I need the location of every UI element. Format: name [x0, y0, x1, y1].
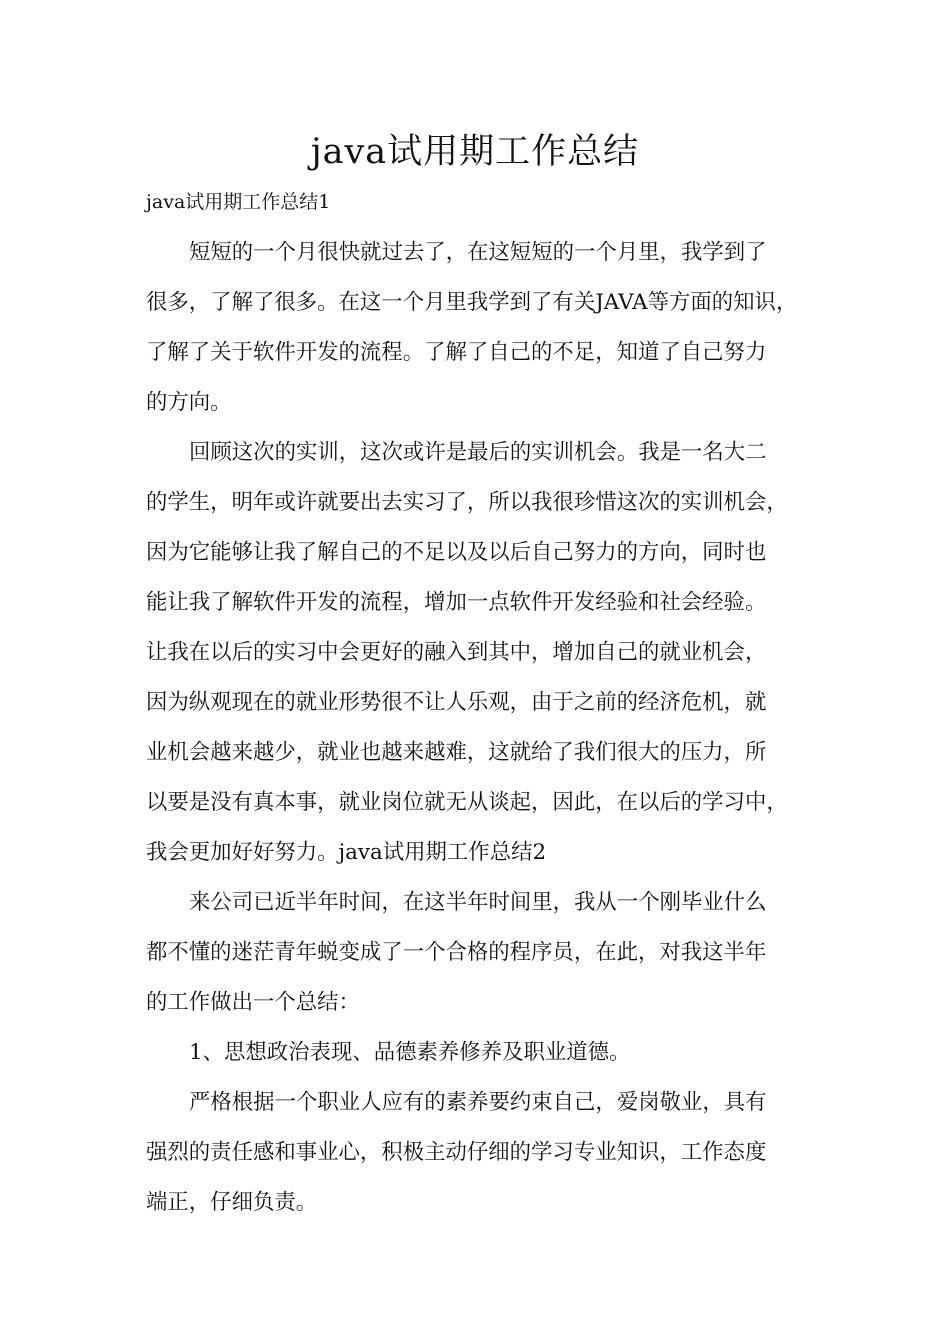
text-line: 都不懂的迷茫青年蜕变成了一个合格的程序员，在此，对我这半年 — [146, 940, 767, 965]
document-body — [146, 228, 826, 1228]
text-line: 我会更加好好努力。java试用期工作总结2 — [146, 840, 547, 865]
text-line: 了解了关于软件开发的流程。了解了自己的不足，知道了自己努力 — [146, 340, 767, 365]
text-line: 因为它能够让我了解自己的不足以及以后自己努力的方向，同时也 — [146, 540, 767, 565]
text-line: 很多，了解了很多。在这一个月里我学到了有关JAVA等方面的知识， — [146, 290, 798, 315]
text-line: 短短的一个月很快就过去了，在这短短的一个月里，我学到了 — [189, 240, 767, 265]
text-line: 严格根据一个职业人应有的素养要约束自己，爱岗敬业，具有 — [189, 1090, 767, 1115]
text-line: 因为纵观现在的就业形势很不让人乐观，由于之前的经济危机，就 — [146, 690, 767, 715]
text-line: 业机会越来越少，就业也越来越难，这就给了我们很大的压力，所 — [146, 740, 767, 765]
text-line: 的方向。 — [146, 390, 232, 415]
text-line: 的学生，明年或许就要出去实习了，所以我很珍惜这次的实训机会， — [146, 490, 788, 515]
document-title: java试用期工作总结 — [310, 132, 640, 172]
text-line: 能让我了解软件开发的流程，增加一点软件开发经验和社会经验。 — [146, 590, 767, 615]
text-line: 强烈的责任感和事业心，积极主动仔细的学习专业知识，工作态度 — [146, 1140, 767, 1165]
text-line: 的工作做出一个总结： — [146, 990, 360, 1015]
text-line: 以要是没有真本事，就业岗位就无从谈起，因此，在以后的学习中， — [146, 790, 788, 815]
text-line: 来公司已近半年时间，在这半年时间里，我从一个刚毕业什么 — [189, 890, 767, 915]
text-line: 回顾这次的实训，这次或许是最后的实训机会。我是一名大二 — [189, 440, 767, 465]
text-line: 端正，仔细负责。 — [146, 1190, 318, 1215]
numbered-heading: 1、思想政治表现、品德素养修养及职业道德。 — [189, 1040, 631, 1065]
section-heading-1: java试用期工作总结1 — [146, 191, 331, 213]
text-line: 让我在以后的实习中会更好的融入到其中，增加自己的就业机会， — [146, 640, 767, 665]
